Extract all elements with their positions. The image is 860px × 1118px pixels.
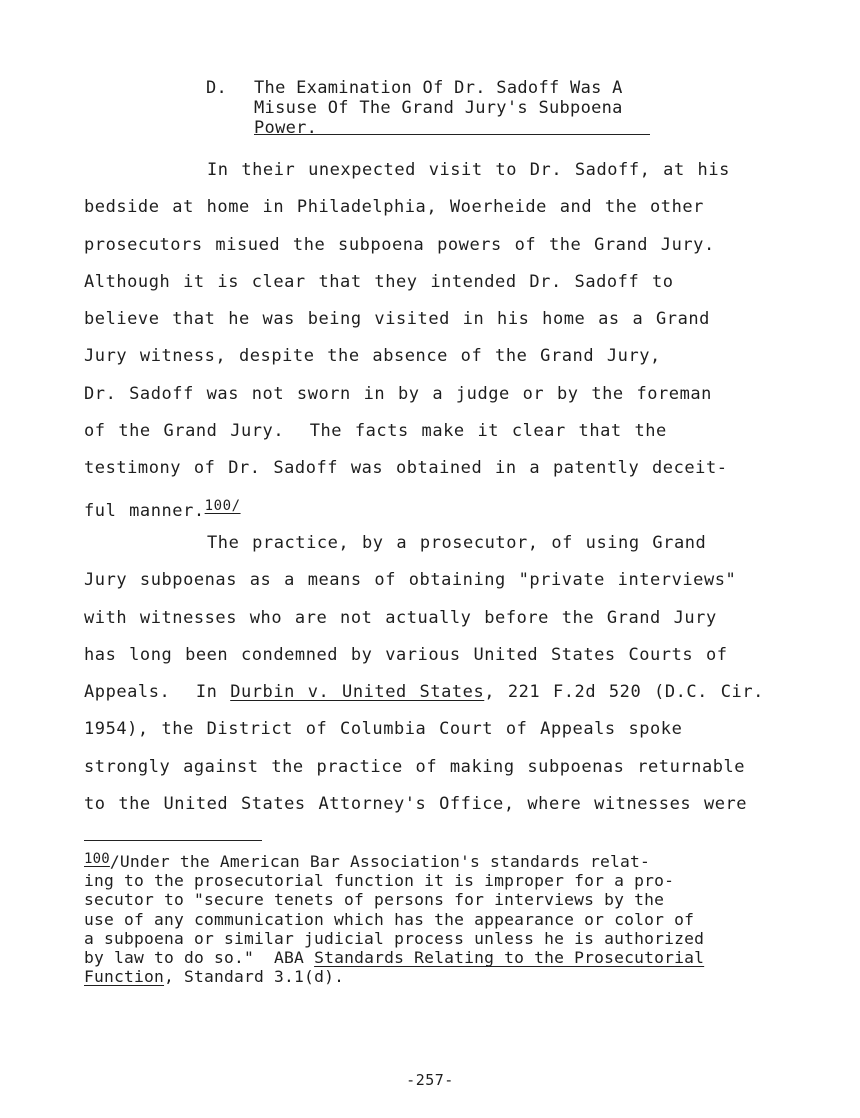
paragraph-2-case-line: Appeals. In Durbin v. United States, 221 F.2d 520 (D.C. Cir.: [84, 682, 764, 703]
section-heading: [206, 78, 623, 138]
paragraph-1-line: bedside at home in Philadelphia, Woerheide and the other: [84, 197, 704, 218]
paragraph-2-line: 1954), the District of Columbia Court of Appeals spoke: [84, 719, 683, 740]
paragraph-1-line: of the Grand Jury. The facts make it clear that the: [84, 421, 667, 442]
section-letter: D.: [206, 78, 228, 98]
paragraph-1-line: believe that he was being visited in his home as a Grand: [84, 309, 710, 330]
heading-line-1: D. The Examination Of Dr. Sadoff Was A: [206, 78, 623, 98]
footnote: [84, 850, 804, 986]
footnote-line: 100/Under the American Bar Association's standards relat-: [84, 851, 651, 871]
paragraph-1-line: Jury witness, despite the absence of the Grand Jury,: [84, 346, 661, 367]
footnote-separator: [84, 840, 262, 841]
footnote-line: a subpoena or similar judicial process unless he is authorized: [84, 928, 705, 948]
footnote-line: ing to the prosecutorial function it is improper for a pro-: [84, 871, 675, 891]
paragraph-2-line: Jury subpoenas as a means of obtaining "private interviews": [84, 570, 737, 591]
paragraph-2-line: has long been condemned by various United States Courts of: [84, 644, 728, 665]
page-number: -257-: [406, 1071, 454, 1089]
citation-title: Function: [84, 967, 165, 987]
citation-title: Standards Relating to the Prosecutorial: [314, 948, 705, 968]
footnote-number: 100: [84, 851, 110, 867]
paragraph-1-line: Although it is clear that they intended Dr. Sadoff to: [84, 271, 674, 292]
footnote-line: secutor to "secure tenets of persons for interviews by the: [84, 890, 665, 910]
paragraph-2-line: with witnesses who are not actually before the Grand Jury: [84, 607, 717, 628]
heading-underline: [254, 134, 650, 135]
heading-line-2: Misuse Of The Grand Jury's Subpoena: [254, 98, 623, 118]
paragraph-1-line: Dr. Sadoff was not sworn in by a judge or by the foreman: [84, 383, 712, 404]
heading-line-3: Power.: [254, 118, 318, 138]
footnote-line: use of any communication which has the appearance or color of: [84, 909, 695, 929]
paragraph-2-line: strongly against the practice of making subpoenas returnable: [84, 756, 746, 777]
paragraph-1-line: In their unexpected visit to Dr. Sadoff, at his: [207, 160, 730, 180]
paragraph-1-line: testimony of Dr. Sadoff was obtained in a patently deceit-: [84, 458, 728, 479]
body-text: [84, 152, 784, 823]
paragraph-2-line: to the United States Attorney's Office, where witnesses were: [84, 794, 748, 815]
paragraph-2-line: The practice, by a prosecutor, of using Grand: [207, 532, 707, 553]
paragraph-1-line: prosecutors misued the subpoena powers of the Grand Jury.: [84, 234, 715, 255]
footnote-line: Function, Standard 3.1(d).: [84, 967, 345, 987]
paragraph-1-last-line: ful manner.$^{100/}$: [84, 497, 241, 521]
footnote-line: by law to do so." ABA Standards Relating to the Prosecutorial: [84, 948, 705, 968]
case-citation-name: Durbin v. United States: [230, 682, 485, 703]
footnote-reference: 100/: [204, 497, 241, 514]
